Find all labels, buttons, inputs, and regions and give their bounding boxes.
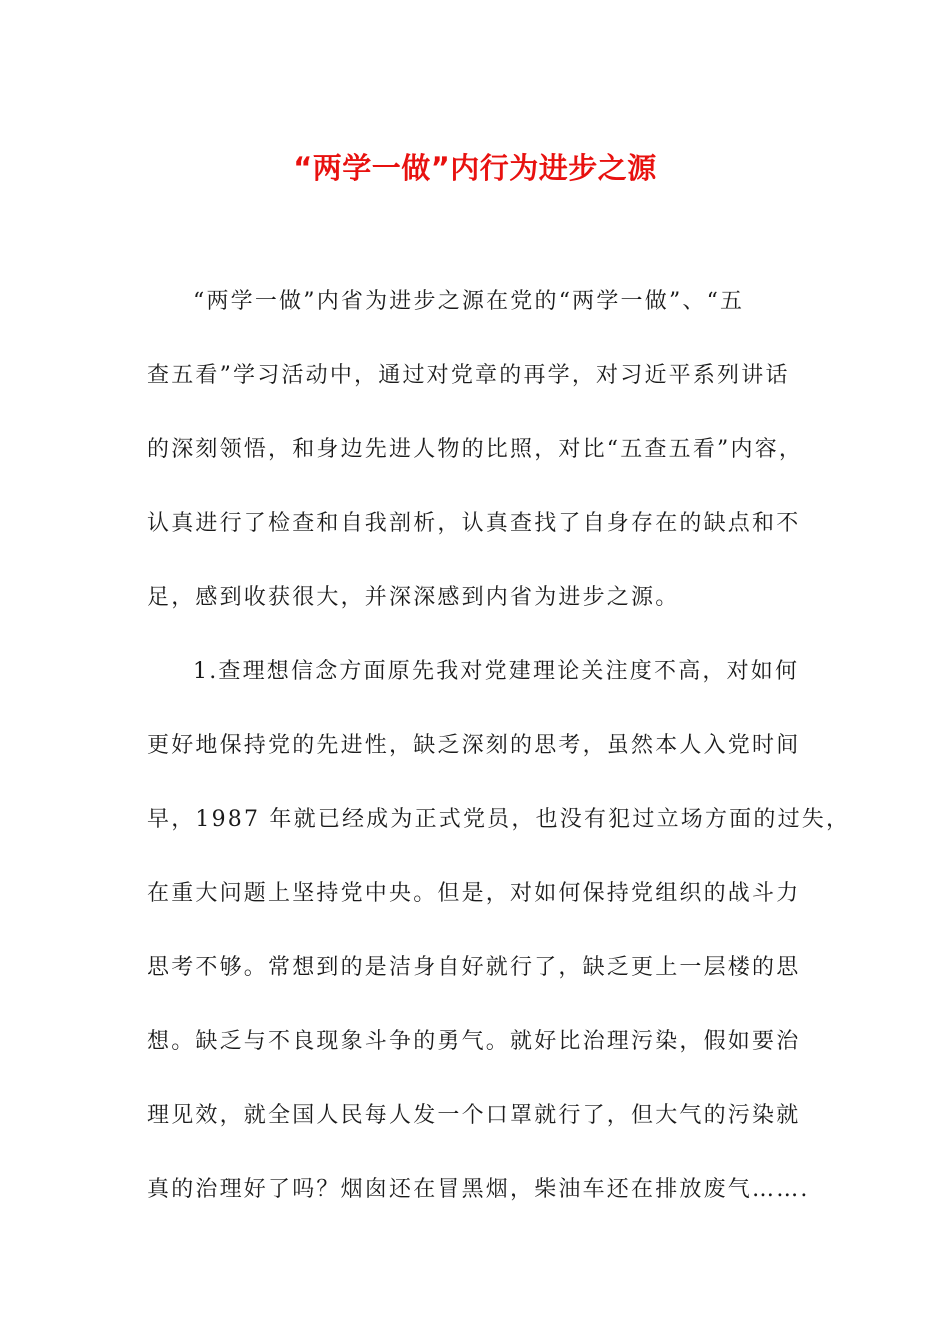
paragraph-intro xyxy=(147,280,807,650)
text-line: 早，1987 年就已经成为正式党员，也没有犯过立场方面的过失， xyxy=(147,807,851,832)
text-line: 理见效，就全国人民每人发一个口罩就行了，但大气的污染就 xyxy=(147,1103,801,1128)
paragraph-ideals-beliefs xyxy=(147,650,851,1242)
text-line: 认真进行了检查和自我剖析，认真查找了自身存在的缺点和不 xyxy=(147,511,801,536)
text-line: 思考不够。常想到的是洁身自好就行了，缺乏更上一层楼的思 xyxy=(147,955,801,980)
text-line: 更好地保持党的先进性，缺乏深刻的思考，虽然本人入党时间 xyxy=(147,733,801,758)
document-body xyxy=(147,280,851,1242)
text-line: 在重大问题上坚持党中央。但是，对如何保持党组织的战斗力 xyxy=(147,881,801,906)
text-line: 的深刻领悟，和身边先进人物的比照，对比“五查五看”内容， xyxy=(147,437,804,462)
text-line: 查五看”学习活动中，通过对党章的再学，对习近平系列讲话 xyxy=(147,363,790,388)
text-line: 真的治理好了吗？烟囱还在冒黑烟，柴油车还在排放废气……. xyxy=(147,1177,810,1202)
text-line: 想。缺乏与不良现象斗争的勇气。就好比治理污染，假如要治 xyxy=(147,1029,801,1054)
text-line: “两学一做”内省为进步之源在党的“两学一做”、“五 xyxy=(193,289,745,314)
document-title: “两学一做”内行为进步之源 xyxy=(293,151,657,185)
text-line: 1.查理想信念方面原先我对党建理论关注度不高，对如何 xyxy=(193,659,800,684)
text-line: 足，感到收获很大，并深深感到内省为进步之源。 xyxy=(147,585,680,610)
